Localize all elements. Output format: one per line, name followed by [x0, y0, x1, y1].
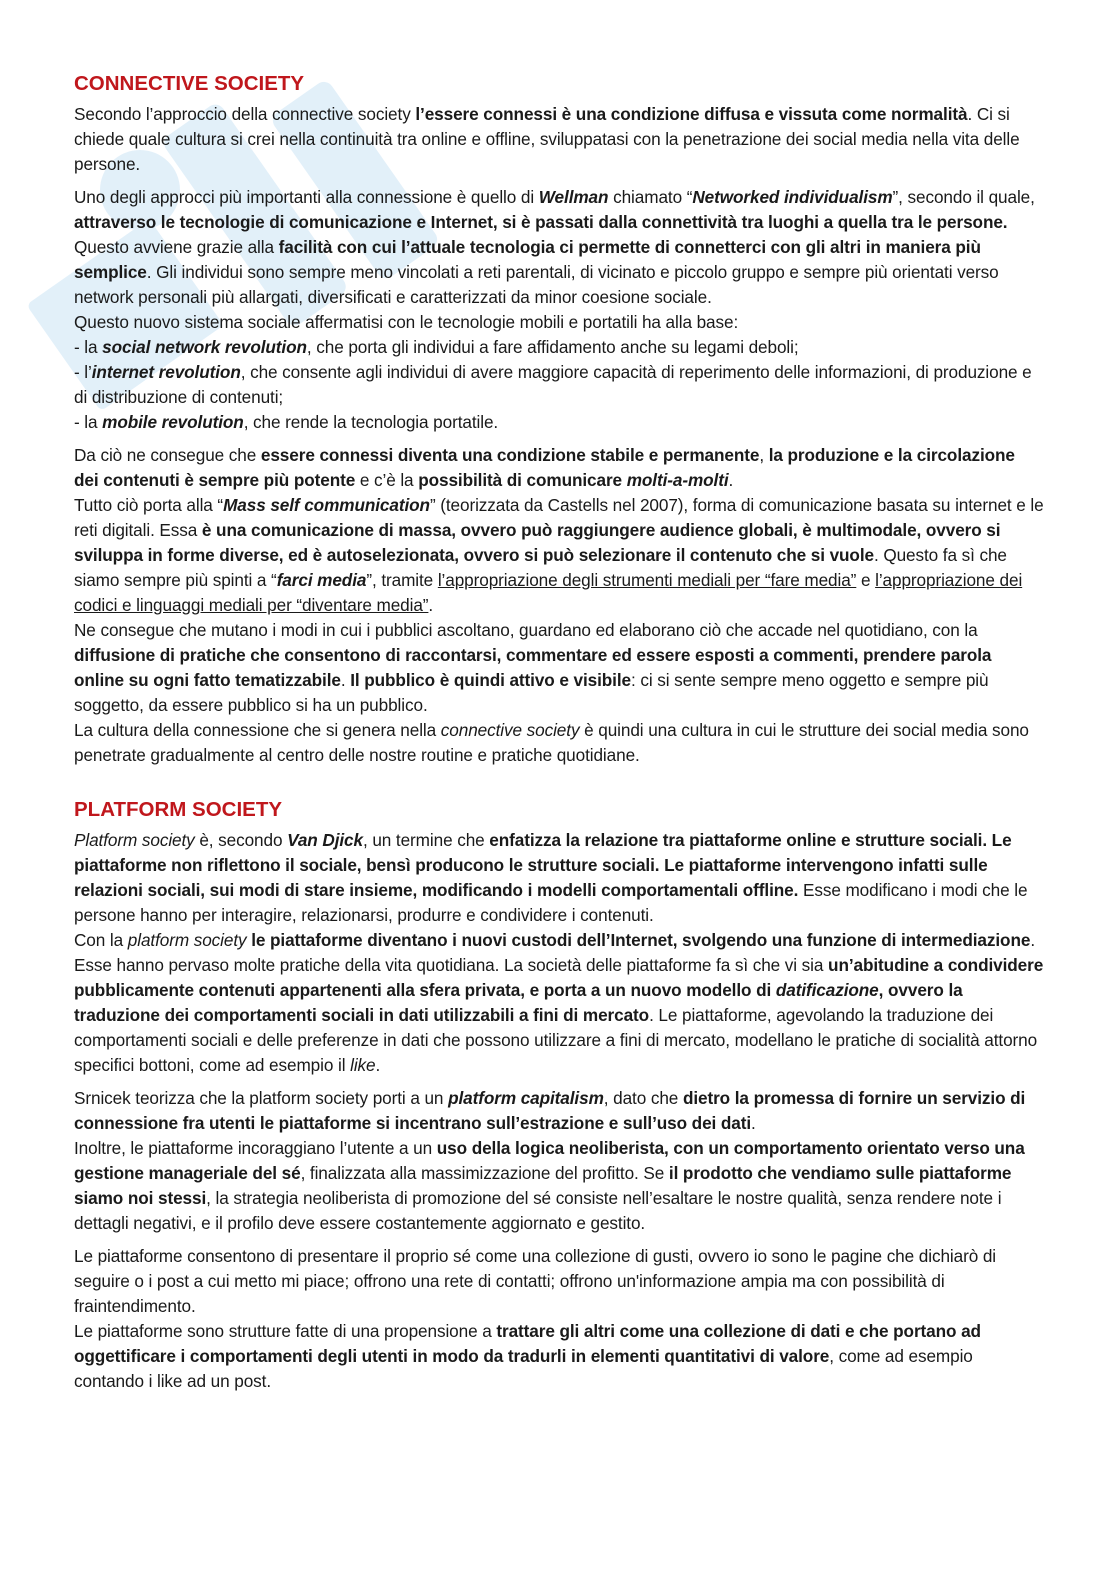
text-run: Le piattaforme sono strutture fatte di una propensione a	[74, 1321, 497, 1341]
paragraph	[74, 443, 1044, 493]
text-run: l’appropriazione dei codici e linguaggi mediali per “diventare media”	[74, 570, 1023, 615]
text-run: possibilità di comunicare	[418, 470, 627, 490]
list-item	[74, 335, 1044, 360]
text-run: l’appropriazione degli strumenti mediali per “fare media”	[437, 570, 857, 590]
text-run: : ci si sente sempre meno oggetto e sempre più soggetto, da essere pubblico si ha un pubblico.	[74, 670, 989, 715]
section-connective-society	[74, 70, 1044, 768]
text-run: Wellman	[538, 187, 609, 207]
document-page	[74, 70, 1044, 1394]
text-run: Ne consegue che mutano i modi in cui i pubblici ascoltano, guardano ed elaborano ciò che accade nel quotidiano, con la	[74, 620, 978, 640]
text-run: - la	[74, 412, 103, 432]
text-run: e	[856, 570, 876, 590]
text-run: Da ciò ne consegue che	[74, 445, 261, 465]
text-run: , la strategia neoliberista di promozione del sé consiste nell’esaltare le nostre qualità, senza rendere note i dettagli negativi, e il profilo deve essere costantemente aggiornato e gestito.	[74, 1188, 1002, 1233]
text-run: , dato che	[603, 1088, 683, 1108]
text-run: ” (teorizzata da Castells nel 2007), forma di comunicazione basata su internet e le reti digitali. Essa	[74, 495, 1044, 540]
text-run: le piattaforme diventano i nuovi custodi dell’Internet, svolgendo una funzione di intermediazione	[251, 930, 1031, 950]
section-platform-society	[74, 796, 1044, 1394]
paragraph	[74, 185, 1044, 235]
section-title: CONNECTIVE SOCIETY	[74, 72, 305, 95]
text-run: like	[350, 1055, 376, 1075]
text-run: , finalizzata alla massimizzazione del profitto. Se	[300, 1163, 669, 1183]
text-run: ,	[759, 445, 769, 465]
text-run: facilità con cui l’attuale tecnologia ci permette di connetterci con gli altri in maniera più semplice	[74, 237, 981, 282]
text-run: . Gli individui sono sempre meno vincolati a reti parentali, di vicinato e piccolo gruppo e sempre più orientati verso network personali più allargati, diversificati e caratterizzati da minor coesione sociale.	[74, 262, 999, 307]
paragraph	[74, 928, 1044, 1078]
text-run: uso della logica neoliberista, con un comportamento orientato verso una gestione manageriale del sé	[74, 1138, 1025, 1183]
paragraph	[74, 618, 1044, 718]
paragraph	[74, 1319, 1044, 1394]
text-run: datificazione	[775, 980, 879, 1000]
text-run: Tutto ciò porta alla “	[74, 495, 224, 515]
text-run: ”, secondo il quale,	[892, 187, 1035, 207]
text-run: - la	[74, 337, 103, 357]
text-run: connective society	[440, 720, 580, 740]
text-run: enfatizza la relazione tra piattaforme online e strutture sociali. Le piattaforme non riflettono il sociale, bensì producono le strutture sociali. Le piattaforme intervengono infatti sulle relazioni sociali, sui modi di stare insieme, modificando i modelli comportamentali offline.	[74, 830, 1012, 900]
paragraph	[74, 493, 1044, 618]
text-run: .	[728, 470, 734, 490]
text-run: . Ci si chiede quale cultura si crei nella continuità tra online e offline, sviluppatasi con la penetrazione dei social media nella vita delle persone.	[74, 104, 1020, 174]
text-run: un’abitudine a condividere pubblicamente contenuti appartenenti alla sfera privata, e porta a un nuovo modello di	[74, 955, 1044, 1000]
text-run: Questo avviene grazie alla	[74, 237, 279, 257]
text-run: diffusione di pratiche che consentono di raccontarsi, commentare ed essere esposti a commenti, prendere parola online su ogni fatto tematizzabile	[74, 645, 992, 690]
text-run: platform capitalism	[448, 1088, 604, 1108]
paragraph	[74, 718, 1044, 768]
text-run: Il pubblico è quindi attivo e visibile	[350, 670, 631, 690]
text-run: .	[428, 595, 434, 615]
text-run: è una comunicazione di massa, ovvero può raggiungere audience globali, è multimodale, ovvero si sviluppa in forme diverse, ed è autoselezionata, ovvero si può selezionare il contenuto che si vuole	[74, 520, 1001, 565]
section-title: PLATFORM SOCIETY	[74, 798, 283, 821]
paragraph	[74, 1086, 1044, 1136]
text-run: Van Djick	[287, 830, 363, 850]
text-run: Srnicek teorizza che la platform society porti a un	[74, 1088, 449, 1108]
text-run: attraverso le tecnologie di comunicazione e Internet, si è passati dalla connettività tra luoghi a quella tra le persone.	[74, 212, 1008, 232]
list-item	[74, 360, 1044, 410]
text-run: Inoltre, le piattaforme incoraggiano l’utente a un	[74, 1138, 437, 1158]
text-run: farci media	[276, 570, 367, 590]
text-run: è quindi una cultura in cui le strutture dei social media sono penetrate gradualmente al centro delle nostre routine e pratiche quotidiane.	[74, 720, 1029, 765]
text-run: Platform society	[74, 830, 195, 850]
text-run: social network revolution	[102, 337, 307, 357]
text-run: , come ad esempio contando i like ad un post.	[74, 1346, 973, 1391]
text-run: Questo nuovo sistema sociale affermatisi con le tecnologie mobili e portatili ha alla base:	[74, 312, 739, 332]
list-item	[74, 410, 1044, 435]
text-run: è, secondo	[194, 830, 288, 850]
text-run: , che consente agli individui di avere maggiore capacità di reperimento delle informazioni, di produzione e di distribuzione di contenuti;	[74, 362, 1032, 407]
text-run: internet revolution	[91, 362, 241, 382]
text-run: platform society	[127, 930, 247, 950]
text-run: Networked individualism	[692, 187, 893, 207]
text-run: la produzione e la circolazione dei contenuti è sempre più potente	[74, 445, 1015, 490]
text-run: . Esse hanno pervaso molte pratiche della vita quotidiana. La società delle piattaforme fa sì che vi sia	[74, 930, 1036, 975]
text-run: l’essere connessi è una condizione diffusa e vissuta come normalità	[415, 104, 968, 124]
text-run: ”, tramite	[366, 570, 438, 590]
text-run: .	[751, 1113, 756, 1133]
text-run: , un termine che	[362, 830, 490, 850]
text-run: dietro la promessa di fornire un servizio di connessione fra utenti le piattaforme si incentrano sull’estrazione e sull’uso dei dati	[74, 1088, 1026, 1133]
text-run: mobile revolution	[102, 412, 244, 432]
text-run: Secondo l’approccio della connective society	[74, 104, 416, 124]
text-run: Le piattaforme consentono di presentare il proprio sé come una collezione di gusti, ovvero io sono le pagine che dichiarò di seguire o i post a cui metto mi piace; offrono una rete di contatti; offrono un'informazione ampia ma con possibilità di fraintendimento.	[74, 1246, 997, 1316]
paragraph	[74, 102, 1044, 177]
text-run: .	[375, 1055, 381, 1075]
text-run: .	[340, 670, 351, 690]
text-run: trattare gli altri come una collezione di dati e che portano ad oggettificare i comportamenti degli utenti in modo da tradurli in elementi quantitativi di valore	[74, 1321, 981, 1366]
text-run: La cultura della connessione che si genera nella	[74, 720, 441, 740]
text-run: Uno degli approcci più importanti alla connessione è quello di	[74, 187, 539, 207]
text-run: il prodotto che vendiamo sulle piattaforme siamo noi stessi	[74, 1163, 1012, 1208]
text-run: essere connessi diventa una condizione stabile e permanente	[260, 445, 760, 465]
text-run: , che porta gli individui a fare affidamento anche su legami deboli;	[306, 337, 799, 357]
text-run: molti-a-molti	[626, 470, 729, 490]
text-run: Esse modificano i modi che le persone hanno per interagire, relazionarsi, produrre e condividere i contenuti.	[74, 880, 1028, 925]
text-run: , che rende la tecnologia portatile.	[243, 412, 499, 432]
text-run: chiamato “	[608, 187, 693, 207]
text-run: - l’	[74, 362, 92, 382]
paragraph	[74, 310, 1044, 335]
text-run: e c’è la	[355, 470, 419, 490]
text-run: , ovvero la traduzione dei comportamenti sociali in dati utilizzabili a fini di mercato	[74, 980, 963, 1025]
text-run: Mass self communication	[223, 495, 430, 515]
text-run: . Questo fa sì che siamo sempre più spinti a “	[74, 545, 1007, 590]
paragraph	[74, 1244, 1044, 1319]
paragraph	[74, 235, 1044, 310]
text-run: . Le piattaforme, agevolando la traduzione dei comportamenti sociali e delle preferenze in dati che possono utilizzare a fini di mercato, modellano le pratiche di socialità attorno specifici bottoni, come ad esempio il	[74, 1005, 1038, 1075]
paragraph	[74, 1136, 1044, 1236]
paragraph	[74, 828, 1044, 928]
text-run: Con la	[74, 930, 128, 950]
